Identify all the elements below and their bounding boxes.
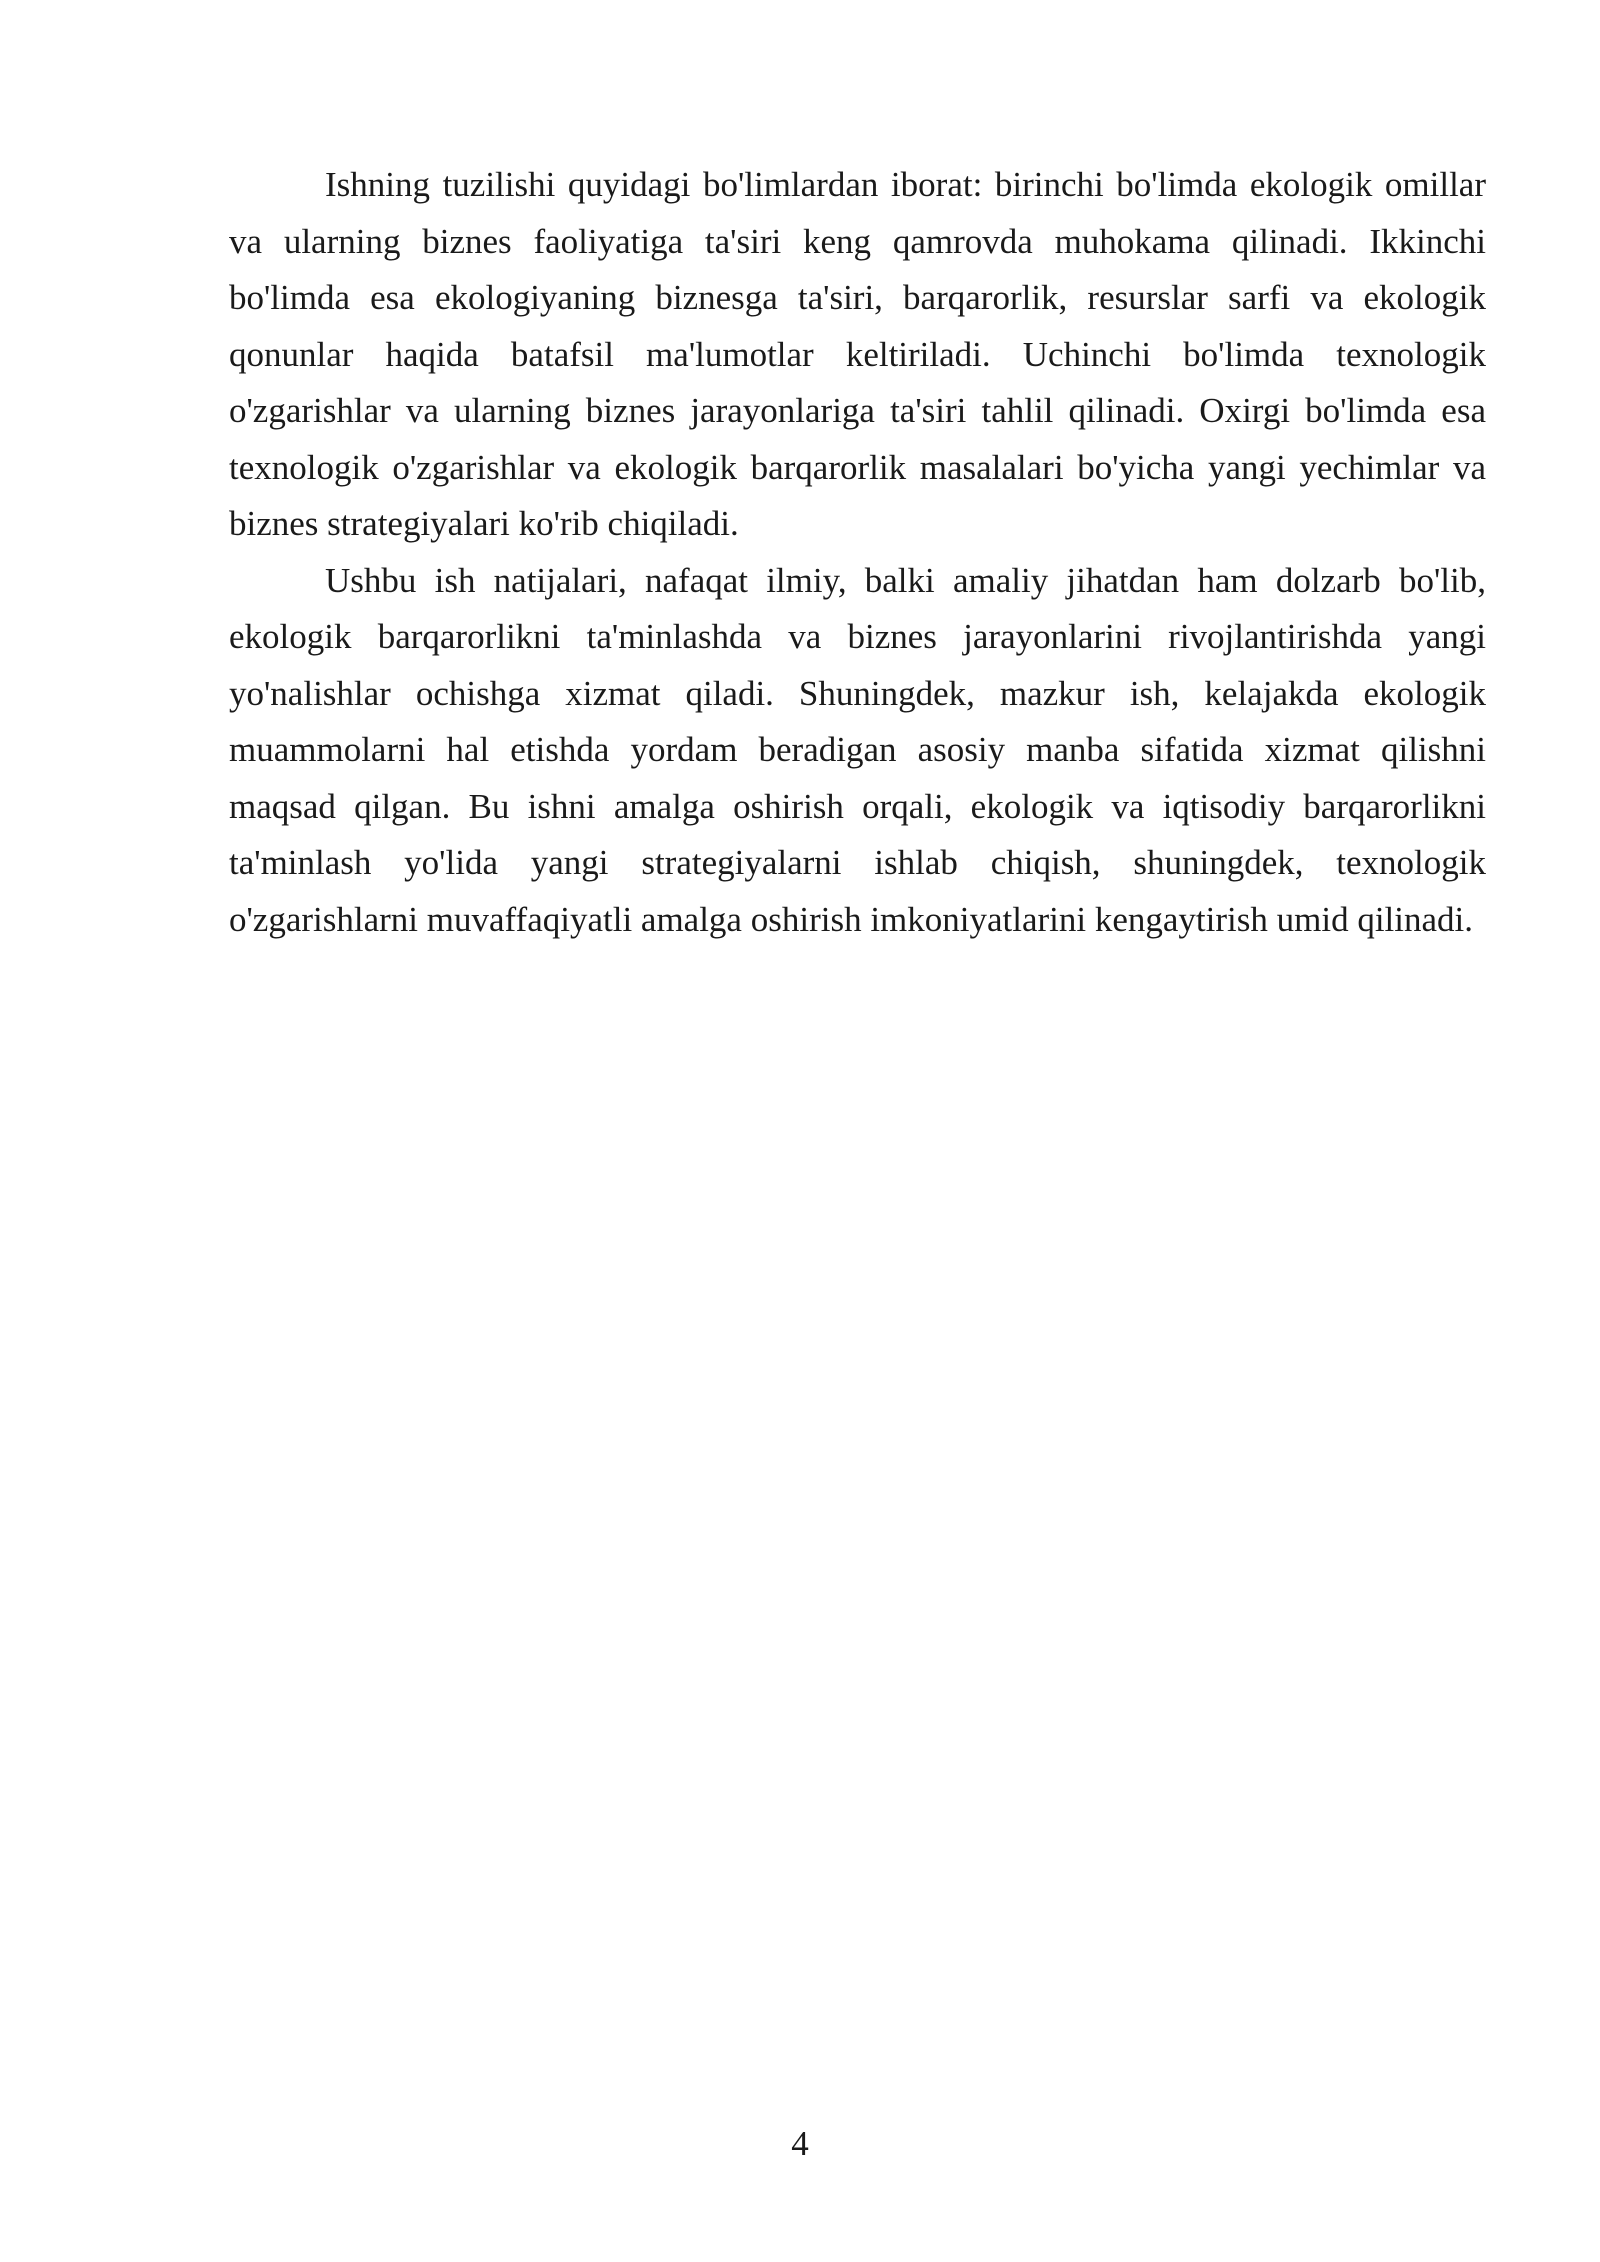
body-text <box>229 157 1486 948</box>
page-number: 4 <box>791 2124 809 2163</box>
paragraph-structure: Ishning tuzilishi quyidagi bo'limlardan iborat: birinchi bo'limda ekologik omillar va ularning biznes faoliyatiga ta'siri keng qamrovda muhokama qilinadi. Ikkinchi bo'limda esa ekologiyaning biznesga ta'siri, barqarorlik, resurslar sarfi va ekologik qonunlar haqida batafsil ma'lumotlar keltiriladi. Uchinchi bo'limda texnologik o'zgarishlar va ularning biznes jarayonlariga ta'siri tahlil qilinadi. Oxirgi bo'limda esa texnologik o'zgarishlar va ekologik barqarorlik masalalari bo'yicha yangi yechimlar va biznes strategiyalari ko'rib chiqiladi. <box>229 165 1486 543</box>
paragraph-significance: Ushbu ish natijalari, nafaqat ilmiy, balki amaliy jihatdan ham dolzarb bo'lib, ekologik barqarorlikni ta'minlashda va biznes jarayonlarini rivojlantirishda yangi yo'nalishlar ochishga xizmat qiladi. Shuningdek, mazkur ish, kelajakda ekologik muammolarni hal etishda yordam beradigan asosiy manba sifatida xizmat qilishni maqsad qilgan. Bu ishni amalga oshirish orqali, ekologik va iqtisodiy barqarorlikni ta'minlash yo'lida yangi strategiyalarni ishlab chiqish, shuningdek, texnologik o'zgarishlarni muvaffaqiyatli amalga oshirish imkoniyatlarini kengaytirish umid qilinadi. <box>229 560 1486 939</box>
